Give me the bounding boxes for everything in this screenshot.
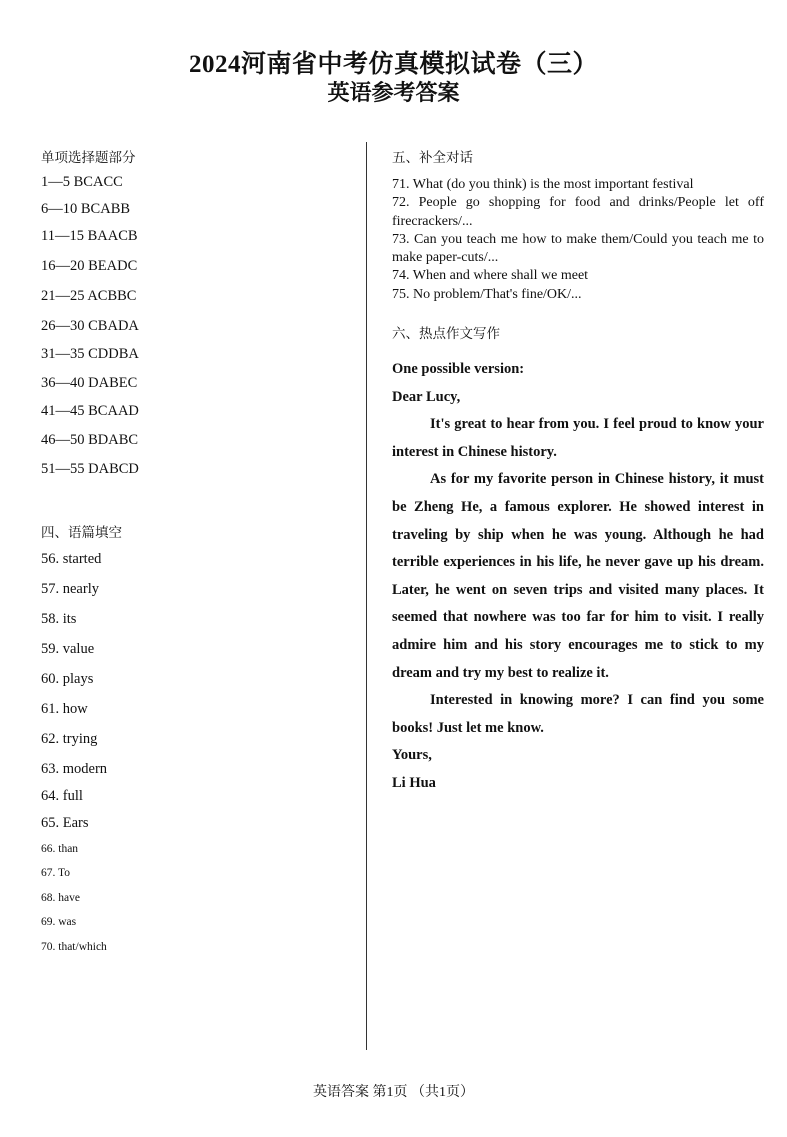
dialogue-answer: 75. No problem/That's fine/OK/... [392, 286, 582, 302]
mc-row: 6—10 BCABB [41, 201, 131, 217]
essay-paragraph: It's great to hear from you. I feel proud to know your interest in Chinese history. [392, 416, 764, 460]
cloze-answer: 63. modern [41, 761, 108, 777]
cloze-answer: 70. that/which [41, 941, 107, 953]
essay-paragraph: Interested in knowing more? I can find you some books! Just let me know. [392, 692, 764, 736]
dialogue-answer: 71. What (do you think) is the most important festival [392, 177, 694, 192]
dialogue-answer: 73. Can you teach me how to make them/Could you teach me to make paper-cuts/... [392, 231, 764, 266]
cloze-answer: 68. have [41, 892, 80, 904]
mc-row: 31—35 CDDBA [41, 346, 139, 362]
cloze-answer: 57. nearly [41, 581, 99, 597]
page-subtitle: 英语参考答案 [327, 80, 460, 105]
mc-row: 21—25 ACBBC [41, 288, 137, 304]
section-heading-cloze: 四、语篇填空 [41, 525, 122, 541]
cloze-answer: 65. Ears [41, 815, 89, 831]
essay-signature: Li Hua [392, 774, 436, 791]
essay-intro: One possible version: [392, 361, 525, 377]
column-divider [366, 142, 367, 1050]
cloze-answer: 62. trying [41, 731, 98, 747]
mc-row: 11—15 BAACB [41, 228, 138, 244]
essay-closing: Yours, [392, 747, 432, 764]
mc-row: 36—40 DABEC [41, 375, 138, 391]
page-footer: 英语答案 第1页 （共1页） [313, 1085, 474, 1100]
essay-greeting: Dear Lucy, [392, 388, 461, 405]
mc-row: 26—30 CBADA [41, 318, 139, 334]
mc-row: 51—55 DABCD [41, 461, 139, 477]
mc-row: 46—50 BDABC [41, 432, 139, 448]
dialogue-answer: 72. People go shopping for food and drinks/People let off firecrackers/... [392, 195, 764, 229]
cloze-answer: 67. To [41, 867, 71, 879]
section-heading-dialogue: 五、补全对话 [392, 150, 473, 166]
cloze-answer: 66. than [41, 843, 79, 855]
cloze-answer: 60. plays [41, 671, 94, 687]
cloze-answer: 56. started [41, 551, 102, 567]
page-title: 2024河南省中考仿真模拟试卷（三） [188, 51, 598, 78]
mc-row: 16—20 BEADC [41, 258, 138, 274]
section-heading-writing: 六、热点作文写作 [392, 326, 500, 342]
mc-row: 41—45 BCAAD [41, 403, 139, 419]
mc-row: 1—5 BCACC [41, 174, 123, 190]
cloze-answer: 64. full [41, 788, 83, 804]
dialogue-answer: 74. When and where shall we meet [392, 268, 589, 284]
cloze-answer: 61. how [41, 701, 88, 717]
cloze-answer: 59. value [41, 641, 95, 657]
model-essay [392, 356, 764, 798]
dialogue-answers [392, 176, 764, 304]
cloze-answer: 69. was [41, 916, 77, 928]
cloze-answer: 58. its [41, 611, 77, 627]
section-heading-multiple-choice: 单项选择题部分 [41, 150, 136, 166]
essay-paragraph: As for my favorite person in Chinese history, it must be Zheng He, a famous explorer. He showed interest in traveling by ship when he was young. Although he had terrible experiences in his life, he never gave up his dream. Later, he went on seven trips and visited many places. It seemed that nowhere was too far for him to visit. I really admire him and his story encourages me to stick to my dream and try my best to realize it. [392, 471, 764, 681]
